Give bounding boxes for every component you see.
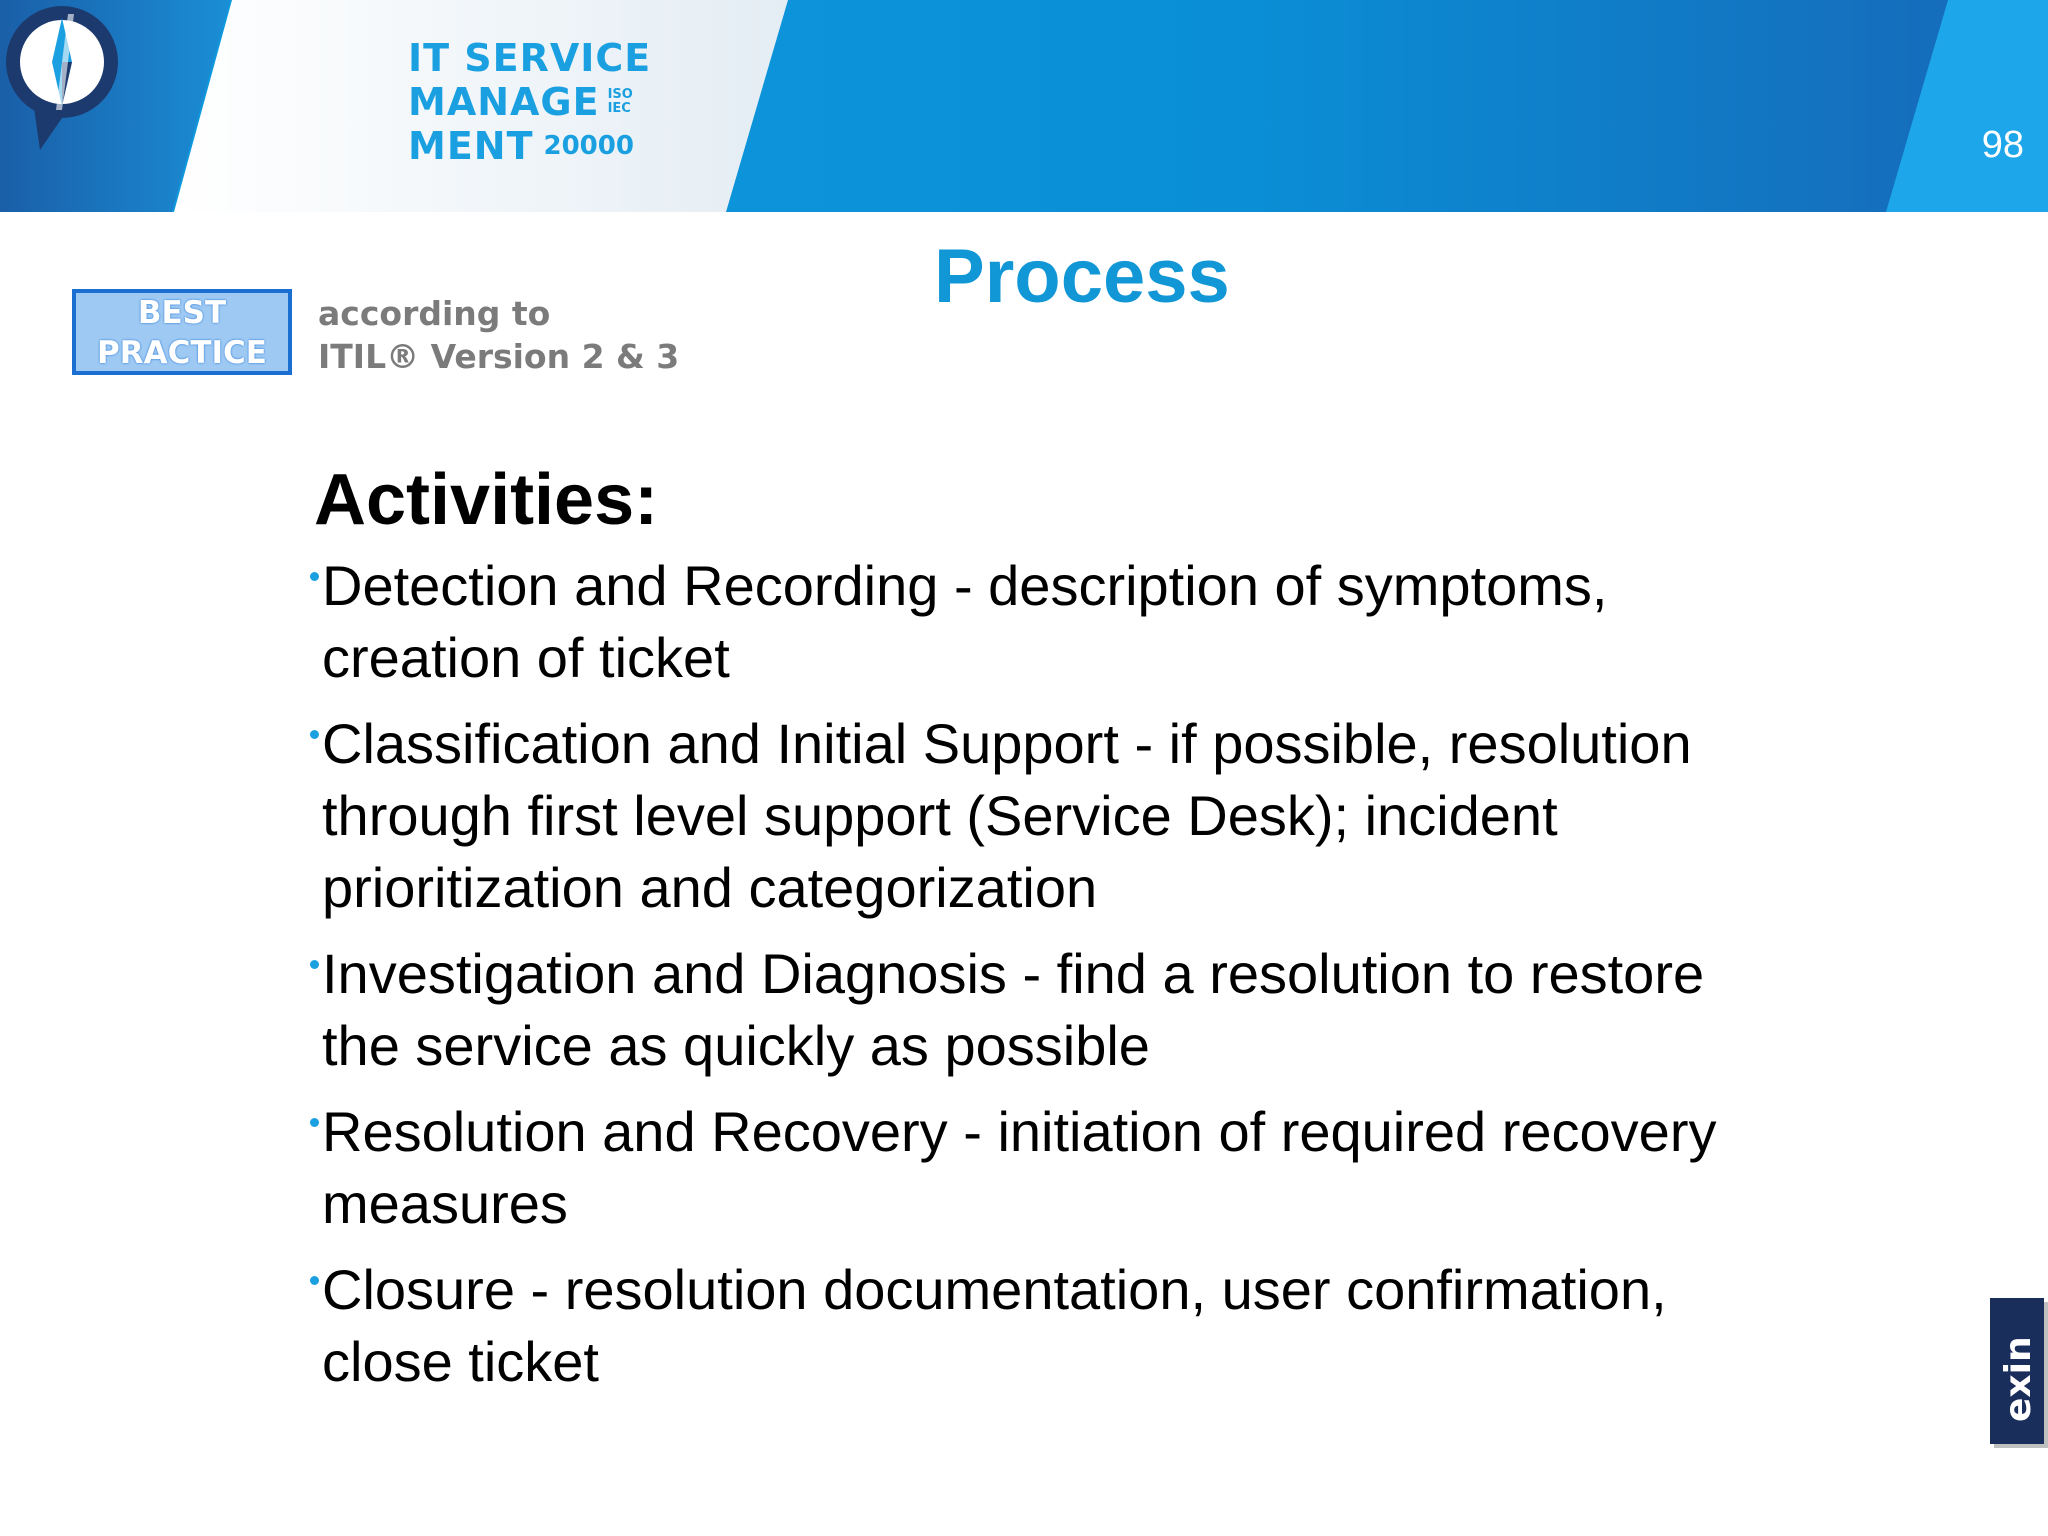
list-item	[314, 938, 1754, 1082]
logo-line-1: IT SERVICE	[408, 36, 652, 80]
header-banner	[0, 0, 2048, 212]
slide-title: Process	[934, 234, 1230, 319]
bullet-icon	[310, 572, 319, 581]
page-number: 98	[1981, 124, 2024, 166]
logo-wordmark	[408, 36, 651, 168]
badge-line-2: PRACTICE	[97, 335, 267, 371]
list-item-text: Investigation and Diagnosis - find a resolution to restore the service as quickly as possible	[322, 942, 1705, 1077]
slide-content	[314, 458, 1754, 1412]
according-line-2: ITIL® Version 2 & 3	[318, 337, 680, 376]
standard-code: 20000	[543, 131, 634, 161]
list-item-text: Classification and Initial Support - if possible, resolution through first level support (Service Desk); incident prioritization and categorization	[322, 712, 1692, 919]
list-item-text: Detection and Recording - description of symptoms, creation of ticket	[322, 554, 1608, 689]
logo-line-3: MENT 20000	[408, 124, 634, 168]
compass-logo-icon	[0, 0, 130, 160]
exin-logo-text: exin	[1998, 1336, 2039, 1422]
list-item	[314, 1254, 1754, 1398]
list-item	[314, 1096, 1754, 1240]
itil-reference	[318, 292, 679, 378]
bullet-icon	[310, 730, 319, 739]
activities-heading: Activities:	[314, 460, 659, 540]
bullet-icon	[310, 960, 319, 969]
list-item	[314, 550, 1754, 694]
list-item	[314, 708, 1754, 924]
header-background	[0, 0, 2048, 212]
list-item-text: Resolution and Recovery - initiation of required recovery measures	[322, 1100, 1717, 1235]
best-practice-badge	[72, 289, 292, 375]
exin-logo-icon	[1990, 1298, 2048, 1450]
list-item-text: Closure - resolution documentation, user confirmation, close ticket	[322, 1258, 1667, 1393]
bullet-icon	[310, 1118, 319, 1127]
iso-iec-label: ISO IEC	[607, 87, 633, 116]
bullet-icon	[310, 1276, 319, 1285]
badge-line-1: BEST	[137, 295, 227, 331]
according-line-1: according to	[318, 294, 551, 333]
logo-line-2: MANAGE ISO IEC	[408, 80, 633, 124]
